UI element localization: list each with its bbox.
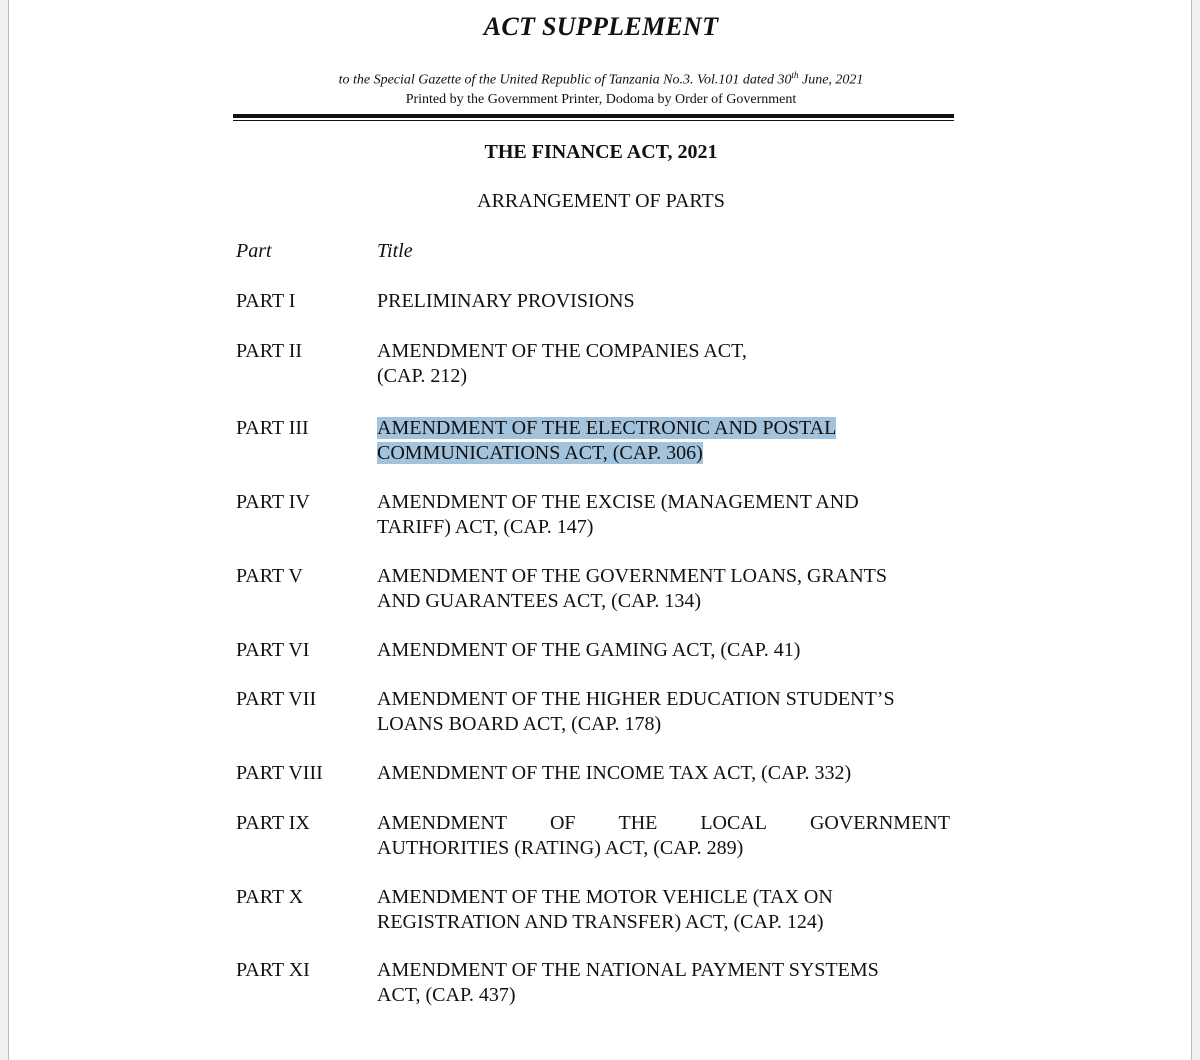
part-title-word: THE: [618, 812, 658, 834]
part-title-word: AMENDMENT: [377, 812, 507, 834]
part-title-word: OF: [549, 812, 576, 834]
printer-line: Printed by the Government Printer, Dodoma by Order of Government: [405, 92, 797, 107]
part-number: PART I: [236, 290, 296, 312]
arrangement-title: ARRANGEMENT OF PARTS: [477, 190, 725, 212]
part-title: [377, 638, 950, 663]
header-rule-thick: [233, 114, 954, 118]
part-title: [377, 339, 950, 389]
part-title-line: LOANS BOARD ACT, (CAP. 178): [377, 713, 662, 735]
part-title: [377, 761, 950, 786]
part-title-line: TARIFF) ACT, (CAP. 147): [377, 516, 594, 538]
part-title-line: AMENDMENT OF THE NATIONAL PAYMENT SYSTEMS: [377, 959, 879, 981]
part-number: PART IX: [236, 812, 310, 834]
selected-text-highlight[interactable]: COMMUNICATIONS ACT, (CAP. 306): [377, 442, 703, 464]
part-number: PART VII: [236, 688, 317, 710]
part-title: [377, 289, 950, 314]
part-title: [377, 811, 950, 861]
part-title: [377, 490, 950, 540]
supplement-title: ACT SUPPLEMENT: [483, 12, 719, 41]
part-title-line: [377, 416, 950, 441]
part-number: PART VIII: [236, 762, 323, 784]
part-number: PART XI: [236, 959, 310, 981]
part-title-line: AMENDMENT OF THE GAMING ACT, (CAP. 41): [377, 639, 801, 661]
part-title-line: REGISTRATION AND TRANSFER) ACT, (CAP. 124): [377, 911, 824, 933]
part-title-line: AMENDMENT OF THE EXCISE (MANAGEMENT AND: [377, 491, 859, 513]
part-title-line: AMENDMENT OF THE INCOME TAX ACT, (CAP. 332): [377, 762, 852, 784]
part-title: [377, 885, 950, 935]
selected-text-highlight[interactable]: AMENDMENT OF THE ELECTRONIC AND POSTAL: [377, 417, 837, 439]
part-title-word: LOCAL: [700, 812, 767, 834]
part-number: PART II: [236, 340, 303, 362]
header-rule-thin: [233, 120, 954, 121]
gazette-reference: [9, 70, 1193, 89]
part-number: PART III: [236, 417, 309, 439]
gazette-date-suffix: th: [791, 70, 799, 80]
part-title-line: AND GUARANTEES ACT, (CAP. 134): [377, 590, 702, 612]
part-title-line: (CAP. 212): [377, 365, 468, 387]
part-title-line: [377, 441, 950, 466]
part-title-line: AMENDMENT OF THE GOVERNMENT LOANS, GRANTS: [377, 565, 888, 587]
part-title-line: PRELIMINARY PROVISIONS: [377, 290, 635, 312]
gazette-reference-date: June, 2021: [798, 72, 864, 88]
column-header-part: Part: [236, 240, 272, 262]
part-title: [377, 416, 950, 466]
part-title-line: AMENDMENT OF THE HIGHER EDUCATION STUDENT’S: [377, 688, 895, 710]
part-title: [377, 564, 950, 614]
part-title-line: AMENDMENT OF THE MOTOR VEHICLE (TAX ON: [377, 886, 833, 908]
document-page: [8, 0, 1192, 1060]
act-title: THE FINANCE ACT, 2021: [484, 141, 718, 163]
part-number: PART VI: [236, 639, 310, 661]
part-title: [377, 958, 950, 1008]
part-title-line: AUTHORITIES (RATING) ACT, (CAP. 289): [377, 837, 744, 859]
part-number: PART IV: [236, 491, 310, 513]
gazette-reference-text: to the Special Gazette of the United Republic of Tanzania No.3. Vol.101 dated 30: [338, 72, 792, 88]
part-title-line: [377, 811, 950, 836]
part-title-word: GOVERNMENT: [809, 812, 950, 834]
part-title-line: AMENDMENT OF THE COMPANIES ACT,: [377, 340, 747, 362]
part-title: [377, 687, 950, 737]
part-title-line: ACT, (CAP. 437): [377, 984, 516, 1006]
part-number: PART V: [236, 565, 303, 587]
column-header-title: Title: [377, 240, 413, 262]
part-number: PART X: [236, 886, 304, 908]
